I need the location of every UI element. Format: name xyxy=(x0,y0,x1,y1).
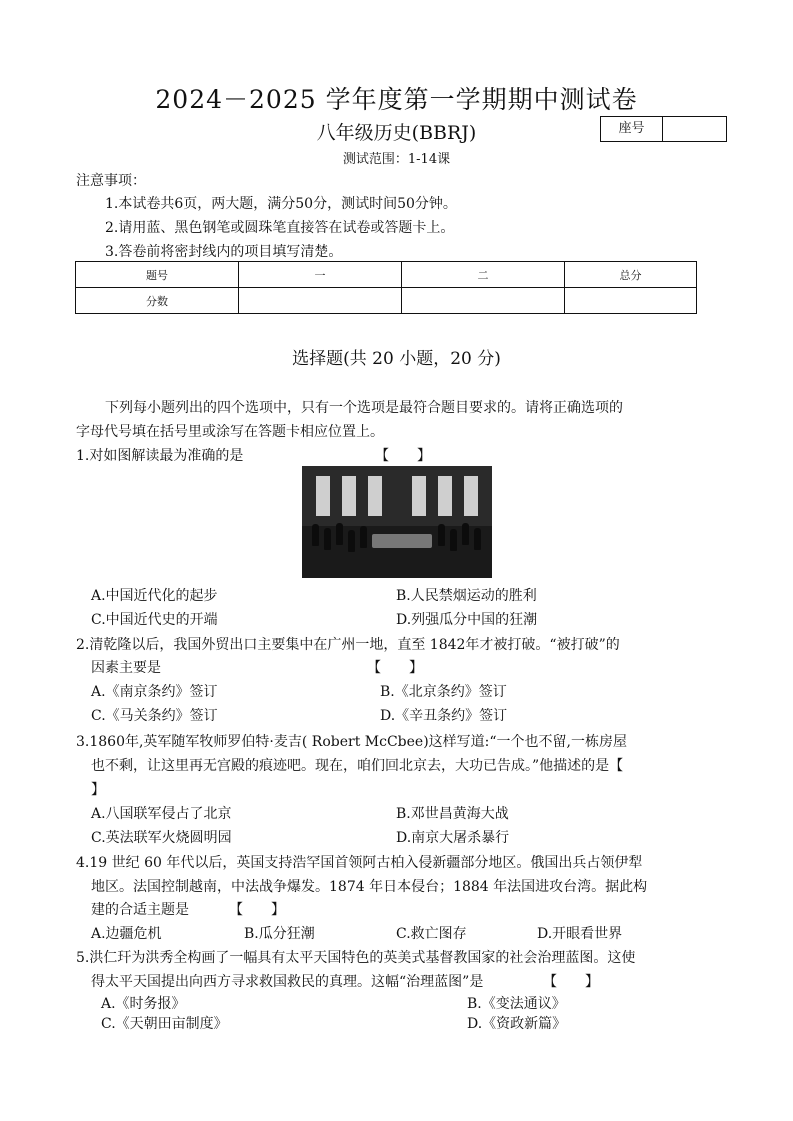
option-a[interactable]: A.边疆危机 xyxy=(91,926,162,942)
question-2-stem: 2.清乾隆以后，我国外贸出口主要集中在广州一地，直至 1842年才被打破。“被打破”的 xyxy=(76,637,620,653)
option-b[interactable]: B.《变法通议》 xyxy=(467,996,566,1012)
question-4-stem: 建的合适主题是 xyxy=(91,902,189,918)
question-4-stem: 4.19 世纪 60 年代以后，英国支持浩罕国首领阿古柏入侵新疆部分地区。俄国出兵占领伊犁 xyxy=(76,855,643,871)
question-5-stem: 5.洪仁玕为洪秀全构画了一幅具有太平天国特色的英美式基督教国家的社会治理蓝图。这使 xyxy=(76,950,636,966)
option-b[interactable]: B.人民禁烟运动的胜利 xyxy=(396,588,537,604)
test-range: 测试范围：1-14课 xyxy=(342,152,451,167)
option-a[interactable]: A.《南京条约》签订 xyxy=(91,684,218,700)
option-b[interactable]: B.瓜分狂潮 xyxy=(244,926,315,942)
option-d[interactable]: D.南京大屠杀暴行 xyxy=(396,830,510,846)
option-b[interactable]: B.《北京条约》签订 xyxy=(380,684,507,700)
score-cell[interactable] xyxy=(402,288,565,314)
option-d[interactable]: D.列强瓜分中国的狂潮 xyxy=(396,612,538,628)
answer-bracket[interactable]: 【 】 xyxy=(367,660,423,676)
option-a[interactable]: A.《时务报》 xyxy=(101,996,186,1012)
option-a[interactable]: A.八国联军侵占了北京 xyxy=(91,806,232,822)
question-4-stem: 地区。法国控制越南，中法战争爆发。1874 年日本侵台；1884 年法国进攻台湾。据此构 xyxy=(91,879,648,895)
table-header-cell: 总分 xyxy=(565,262,697,288)
answer-bracket[interactable]: 【 】 xyxy=(543,974,599,990)
section-title: 选择题(共 20 小题，20 分) xyxy=(292,349,501,369)
question-1-stem: 1.对如图解读最为准确的是 xyxy=(76,448,244,464)
score-cell[interactable] xyxy=(565,288,697,314)
note-item: 1.本试卷共6页，两大题，满分50分，测试时间50分钟。 xyxy=(105,196,457,212)
option-a[interactable]: A.中国近代化的起步 xyxy=(91,588,218,604)
seat-number-label: 座号 xyxy=(601,117,663,141)
table-header-cell: 二 xyxy=(402,262,565,288)
section-instructions: 字母代号填在括号里或涂写在答题卡相应位置上。 xyxy=(76,424,384,440)
score-cell[interactable] xyxy=(239,288,402,314)
score-table xyxy=(75,261,697,314)
question-2-stem: 因素主要是 xyxy=(91,660,161,676)
notes-title: 注意事项： xyxy=(76,173,146,189)
option-c[interactable]: C.救亡图存 xyxy=(396,926,467,942)
option-b[interactable]: B.邓世昌黄海大战 xyxy=(396,806,509,822)
note-item: 3.答卷前将密封线内的项目填写清楚。 xyxy=(105,244,343,260)
question-3-stem: 】 xyxy=(91,782,105,798)
seat-number-box[interactable] xyxy=(600,116,727,142)
question-3-stem: 也不剩，让这里再无宫殿的痕迹吧。现在，咱们回北京去，大功已告成。”他描述的是【 xyxy=(91,758,624,774)
option-d[interactable]: D.开眼看世界 xyxy=(537,926,623,942)
option-d[interactable]: D.《资政新篇》 xyxy=(467,1016,567,1032)
table-row xyxy=(76,288,697,314)
option-c[interactable]: C.中国近代史的开端 xyxy=(91,612,218,628)
table-row xyxy=(76,262,697,288)
table-header-cell: 题号 xyxy=(76,262,239,288)
historical-photo xyxy=(302,466,492,578)
exam-subtitle: 八年级历史(BBRJ) xyxy=(316,122,477,144)
option-c[interactable]: C.英法联军火烧圆明园 xyxy=(91,830,232,846)
option-c[interactable]: C.《天朝田亩制度》 xyxy=(101,1016,228,1032)
table-header-cell: 一 xyxy=(239,262,402,288)
section-instructions: 下列每小题列出的四个选项中，只有一个选项是最符合题目要求的。请将正确选项的 xyxy=(105,400,623,416)
exam-title: 2024－2025 学年度第一学期期中测试卷 xyxy=(155,85,638,114)
note-item: 2.请用蓝、黑色钢笔或圆珠笔直接答在试卷或答题卡上。 xyxy=(105,220,455,236)
table-row-label: 分数 xyxy=(76,288,239,314)
question-3-stem: 3.1860年,英军随军牧师罗伯特·麦吉( Robert McCbee)这样写道:“一个也不留,一栋房屋 xyxy=(76,734,627,750)
seat-number-field[interactable] xyxy=(663,117,726,141)
answer-bracket[interactable]: 【 】 xyxy=(375,448,431,464)
question-5-stem: 得太平天国提出向西方寻求救国救民的真理。这幅“治理蓝图”是 xyxy=(91,974,484,990)
option-d[interactable]: D.《辛丑条约》签订 xyxy=(380,708,508,724)
option-c[interactable]: C.《马关条约》签订 xyxy=(91,708,218,724)
answer-bracket[interactable]: 【 】 xyxy=(229,902,285,918)
